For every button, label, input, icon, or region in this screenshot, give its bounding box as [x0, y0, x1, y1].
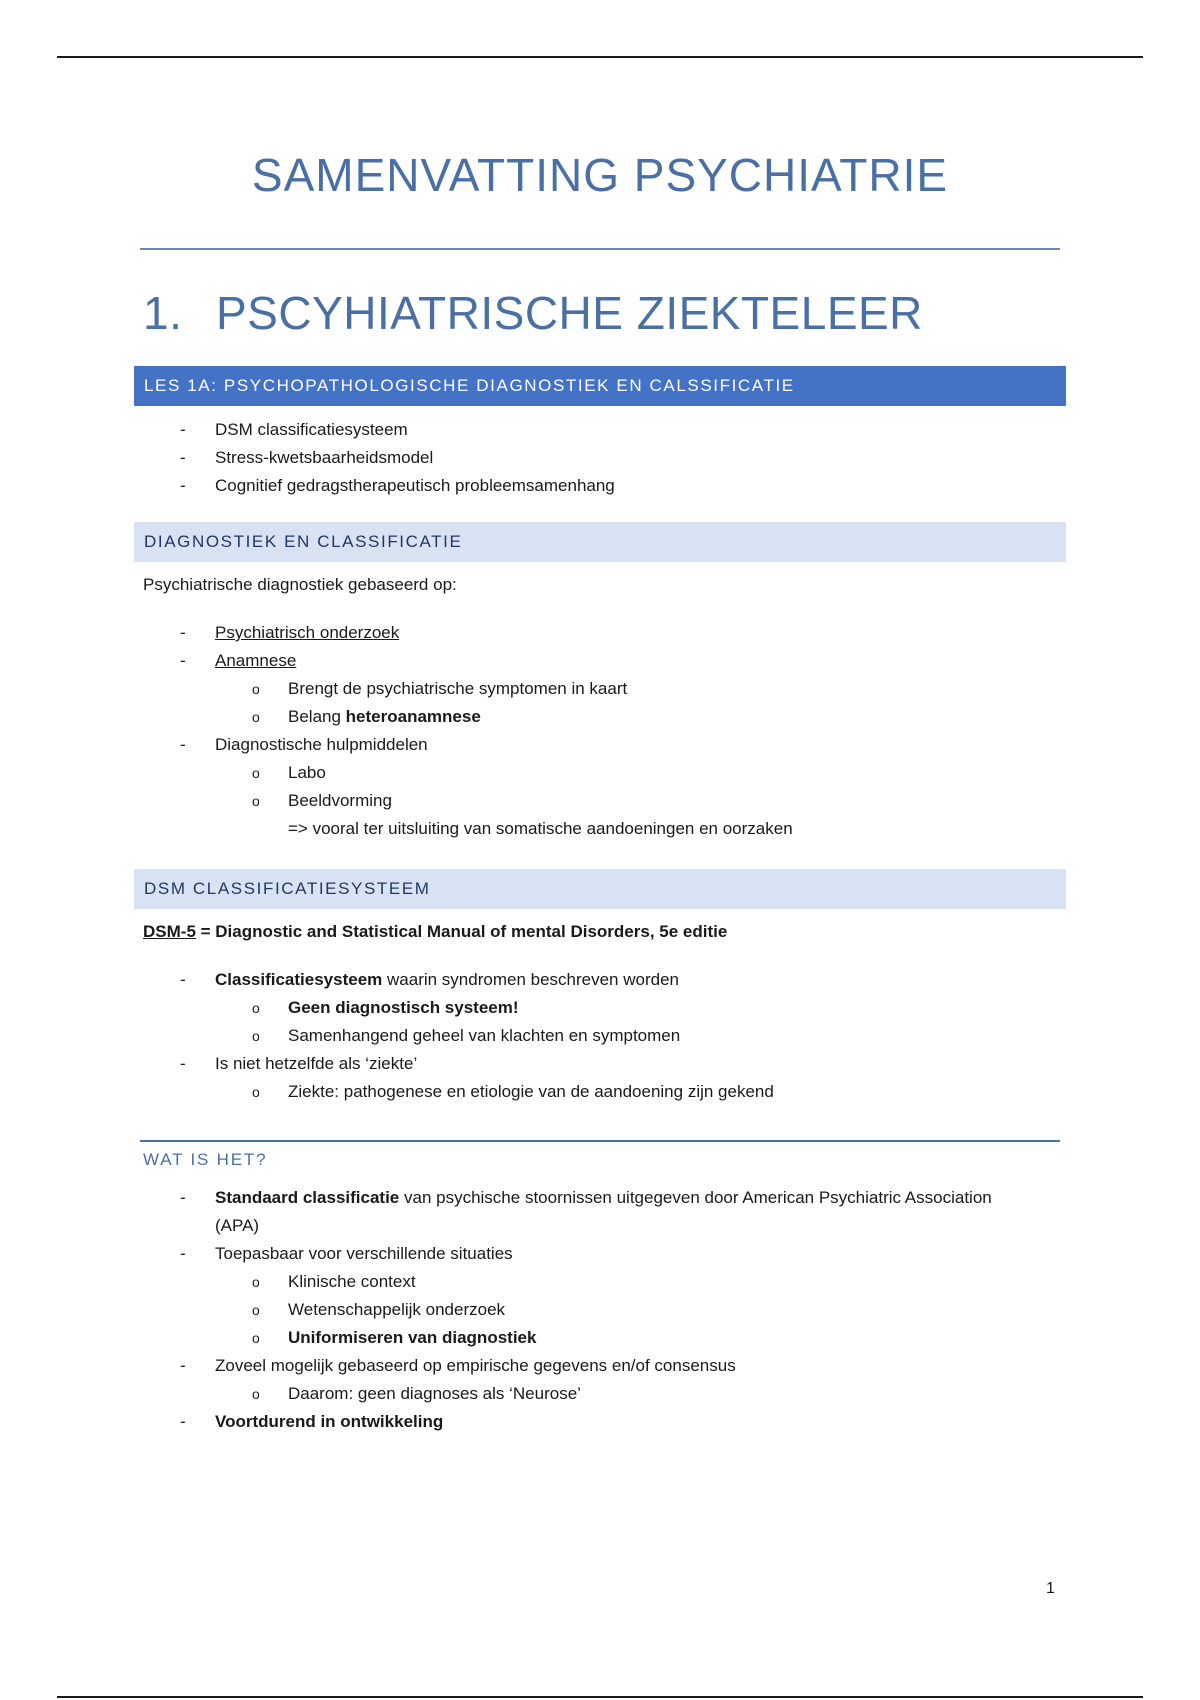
list-item: - Psychiatrisch onderzoek: [180, 623, 400, 642]
page-top-rule: [57, 56, 1143, 58]
title-underline: [140, 248, 1060, 250]
chapter-title: PSCYHIATRISCHE ZIEKTELEER: [216, 287, 923, 339]
subsection-rule: [140, 1140, 1060, 1142]
list-item: o Wetenschappelijk onderzoek: [252, 1300, 506, 1319]
list-item: - Is niet hetzelfde als ‘ziekte’: [180, 1054, 418, 1073]
list-item: - Anamnese: [180, 651, 297, 670]
dsm-term: DSM-5: [143, 922, 196, 941]
list-item: - Standaard classificatie van psychische stoornissen uitgegeven door American Psychiatric Association: [180, 1188, 992, 1207]
chapter-number: 1.: [143, 287, 183, 339]
list-item: o Brengt de psychiatrische symptomen in kaart: [252, 679, 628, 698]
list-item: o Uniformiseren van diagnostiek: [252, 1328, 537, 1347]
list-item: - Classificatiesysteem waarin syndromen beschreven worden: [180, 970, 679, 989]
section-header-dsm: DSM CLASSIFICATIESYSTEEM: [134, 869, 1066, 909]
intro-list: [0, 416, 1200, 500]
chapter-heading: [143, 286, 923, 340]
list-item: - Diagnostische hulpmiddelen: [180, 735, 428, 754]
list-item: o Labo: [252, 763, 326, 782]
list-item: - DSM classificatiesysteem: [180, 420, 408, 439]
list-item-continuation: => vooral ter uitsluiting van somatische aandoeningen en oorzaken: [288, 819, 793, 838]
diagnostiek-intro: Psychiatrische diagnostiek gebaseerd op:: [143, 575, 457, 594]
list-item: o Ziekte: pathogenese en etiologie van de aandoening zijn gekend: [252, 1082, 774, 1101]
list-item-continuation: (APA): [215, 1216, 260, 1235]
dsm-definition: DSM-5 = Diagnostic and Statistical Manual of mental Disorders, 5e editie: [143, 922, 728, 941]
page-bottom-rule: [57, 1696, 1143, 1698]
list-item: o Daarom: geen diagnoses als ‘Neurose’: [252, 1384, 581, 1403]
dsm-list: [0, 966, 1200, 1106]
list-item: - Stress-kwetsbaarheidsmodel: [180, 448, 434, 467]
lesson-header: LES 1A: PSYCHOPATHOLOGISCHE DIAGNOSTIEK EN CALSSIFICATIE: [134, 366, 1066, 406]
page-number: 1: [1046, 1580, 1055, 1597]
list-item: - Toepasbaar voor verschillende situaties: [180, 1244, 513, 1263]
section-header-diagnostiek: DIAGNOSTIEK EN CLASSIFICATIE: [134, 522, 1066, 562]
wat-is-het-list: [0, 1184, 1200, 1436]
list-item: - Voortdurend in ontwikkeling: [180, 1412, 444, 1431]
list-item: o Samenhangend geheel van klachten en symptomen: [252, 1026, 681, 1045]
list-item: o Klinische context: [252, 1272, 416, 1291]
document-title: SAMENVATTING PSYCHIATRIE: [251, 149, 949, 201]
list-item: o Belang heteroanamnese: [252, 707, 481, 726]
list-item: o Geen diagnostisch systeem!: [252, 998, 519, 1017]
subsection-heading-wat-is-het: WAT IS HET?: [143, 1150, 268, 1169]
list-item: - Zoveel mogelijk gebaseerd op empirische gegevens en/of consensus: [180, 1356, 736, 1375]
diagnostiek-list: [0, 619, 1200, 843]
list-item: o Beeldvorming: [252, 791, 392, 810]
list-item: - Cognitief gedragstherapeutisch probleemsamenhang: [180, 476, 615, 495]
